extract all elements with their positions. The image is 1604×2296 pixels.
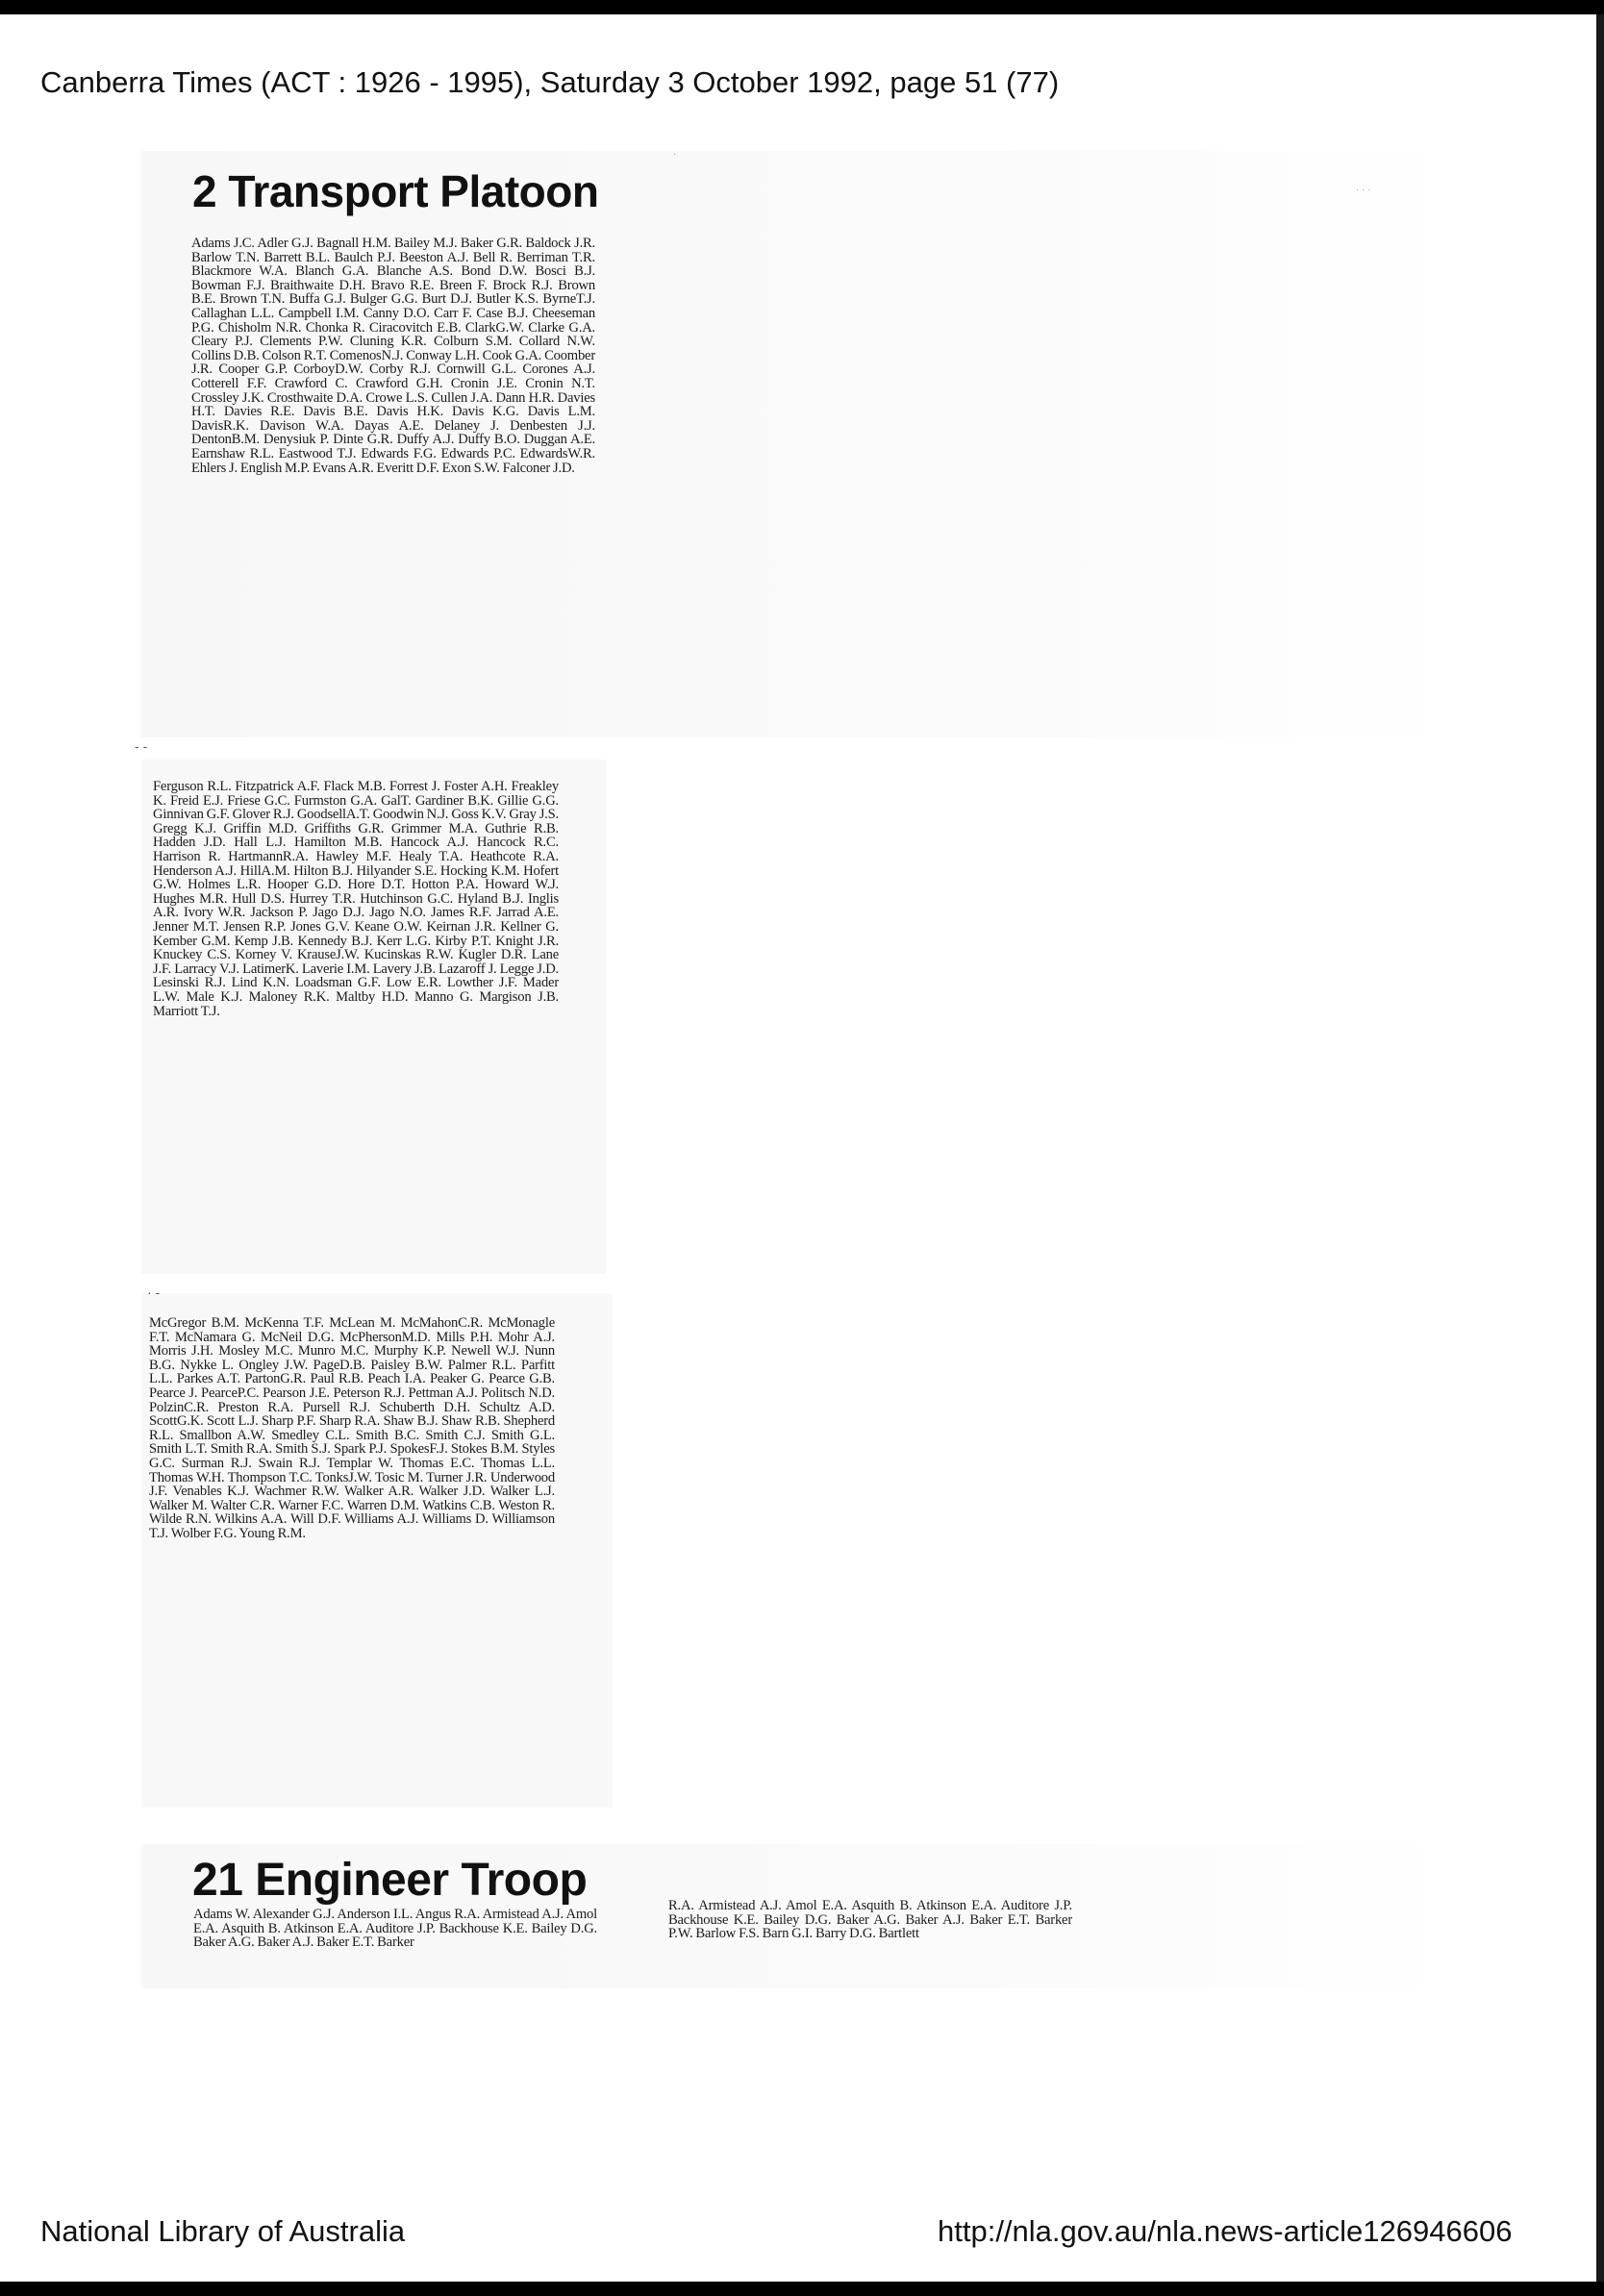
publisher-footer: National Library of Australia bbox=[40, 2214, 406, 2248]
separator-mark: · - bbox=[147, 1285, 161, 1300]
separator-mark: - - bbox=[135, 738, 148, 754]
section-title-engineer-troop: 21 Engineer Troop bbox=[192, 1855, 588, 1906]
citation-header: Canberra Times (ACT : 1926 - 1995), Saturday 3 October 1992, page 51 (77) bbox=[40, 65, 1060, 99]
scan-speck: · bbox=[673, 149, 677, 160]
names-column-5: R.A. Armistead A.J. Amol E.A. Asquith B. Atkinson E.A. Auditore J.P. Backhouse K.E. Bailey D.G. Baker A.G. Baker A.J. Baker E.T. Barker P.W. Barlow F.S. Barn G.I. Barry D.G. Bartlett bbox=[668, 1899, 1072, 1942]
names-column-1: Adams J.C. Adler G.J. Bagnall H.M. Bailey M.J. Baker G.R. Baldock J.R. Barlow T.N. Barrett B.L. Baulch P.J. Beeston A.J. Bell R. Berriman T.R. Blackmore W.A. Blanch G.A. Blanche A.S. Bond D.W. Bosci B.J. Bowman F.J. Braithwaite D.H. Bravo R.E. Breen F. Brock R.J. Brown B.E. Brown T.N. Buffa G.J. Bulger G.G. Burt D.J. Butler K.S. ByrneT.J. Callaghan L.L. Campbell I.M. Canny D.O. Carr F. Case B.J. Cheeseman P.G. Chisholm N.R. Chonka R. Ciracovitch E.B. ClarkG.W. Clarke G.A. Cleary P.J. Clements P.W. Cluning K.R. Colburn S.M. Collard N.W. Collins D.B. Colson R.T. ComenosN.J. Conway L.H. Cook G.A. Coomber J.R. Cooper G.P. CorboyD.W. Corby R.J. Cornwill G.L. Corones A.J. Cotterell F.F. Crawford C. Crawford G.H. Cronin J.E. Cronin N.T. Crossley J.K. Crosthwaite D.A. Crowe L.S. Cullen J.A. Dann H.R. Davies H.T. Davies R.E. Davis B.E. Davis H.K. Davis K.G. Davis L.M. DavisR.K. Davison W.A. Dayas A.E. Delaney J. Denbesten J.J. DentonB.M. Denysiuk P. Dinte G.R. Duffy A.J. Duffy B.O. Duggan A.E. Earnshaw R.L. Eastwood T.J. Edwards F.G. Edwards P.C. EdwardsW.R. Ehlers J. English M.P. Evans A.R. Everitt D.F. Exon S.W. Falconer J.D. bbox=[191, 236, 595, 476]
scan-speck: · · · bbox=[1356, 185, 1371, 195]
names-column-2: Ferguson R.L. Fitzpatrick A.F. Flack M.B. Forrest J. Foster A.H. Freakley K. Freid E.J. Friese G.C. Furmston G.A. GalT. Gardiner B.K. Gillie G.G. Ginnivan G.F. Glover R.J. GoodsellA.T. Goodwin N.J. Goss K.V. Gray J.S. Gregg K.J. Griffin M.D. Griffiths G.R. Grimmer M.A. Guthrie R.B. Hadden J.D. Hall L.J. Hamilton M.B. Hancock A.J. Hancock R.C. Harrison R. HartmannR.A. Hawley M.F. Healy T.A. Heathcote R.A. Henderson A.J. HillA.M. Hilton B.J. Hilyander S.E. Hocking K.M. Hofert G.W. Holmes L.R. Hooper G.D. Hore D.T. Hotton P.A. Howard W.J. Hughes M.R. Hull D.S. Hurrey T.R. Hutchinson G.C. Hyland B.J. Inglis A.R. Ivory W.R. Jackson P. Jago D.J. Jago N.O. James R.F. Jarrad A.E. Jenner M.T. Jensen R.P. Jones G.V. Keane O.W. Keirnan J.R. Kellner G. Kember G.M. Kemp J.B. Kennedy B.J. Kerr L.G. Kirby P.T. Knight J.R. Knuckey C.S. Korney V. KrauseJ.W. Kucinskas R.W. Kugler D.R. Lane J.F. Larracy V.J. LatimerK. Laverie I.M. Lavery J.B. Lazaroff J. Legge J.D. Lesinski R.J. Lind K.N. Loadsman G.F. Low E.R. Lowther J.F. Mader L.W. Male K.J. Maloney R.K. Maltby H.D. Manno G. Margison J.B. Marriott T.J. bbox=[153, 779, 559, 1019]
names-column-4: Adams W. Alexander G.J. Anderson I.L. Angus R.A. Armistead A.J. Amol E.A. Asquith B. Atkinson E.A. Auditore J.P. Backhouse K.E. Bailey D.G. Baker A.G. Baker A.J. Baker E.T. Barker bbox=[193, 1908, 597, 1951]
names-column-3: McGregor B.M. McKenna T.F. McLean M. McMahonC.R. McMonagle F.T. McNamara G. McNeil D.G. McPhersonM.D. Mills P.H. Mohr A.J. Morris J.H. Mosley M.C. Munro M.C. Murphy K.P. Newell W.J. Nunn B.G. Nykke L. Ongley J.W. PageD.B. Paisley B.W. Palmer R.L. Parfitt L.L. Parkes A.T. PartonG.R. Paul R.B. Peach I.A. Peaker G. Pearce G.B. Pearce J. PearceP.C. Pearson J.E. Peterson R.J. Pettman A.J. Politsch N.D. PolzinC.R. Preston R.A. Pursell R.J. Schuberth D.H. Schultz A.D. ScottG.K. Scott L.J. Sharp P.F. Sharp R.A. Shaw B.J. Shaw R.B. Shepherd R.L. Smallbon A.W. Smedley C.L. Smith B.C. Smith C.J. Smith G.L. Smith L.T. Smith R.A. Smith S.J. Spark P.J. SpokesF.J. Stokes B.M. Styles G.C. Surman R.J. Swain R.J. Templar W. Thomas E.C. Thomas L.L. Thomas W.H. Thompson T.C. TonksJ.W. Tosic M. Turner J.R. Underwood J.F. Venables K.J. Wachmer R.W. Walker A.R. Walker J.D. Walker L.J. Walker M. Walter C.R. Warner F.C. Warren D.M. Watkins C.B. Weston R. Wilde R.N. Wilkins A.A. Will D.F. Williams A.J. Williams D. Williamson T.J. Wolber F.G. Young R.M. bbox=[149, 1315, 555, 1541]
bottom-border bbox=[0, 2282, 1604, 2296]
article-url[interactable]: http://nla.gov.au/nla.news-article126946606 bbox=[938, 2214, 1513, 2248]
top-border bbox=[0, 0, 1604, 14]
right-border bbox=[1596, 14, 1604, 2282]
section-title-transport-platoon: 2 Transport Platoon bbox=[192, 166, 599, 216]
